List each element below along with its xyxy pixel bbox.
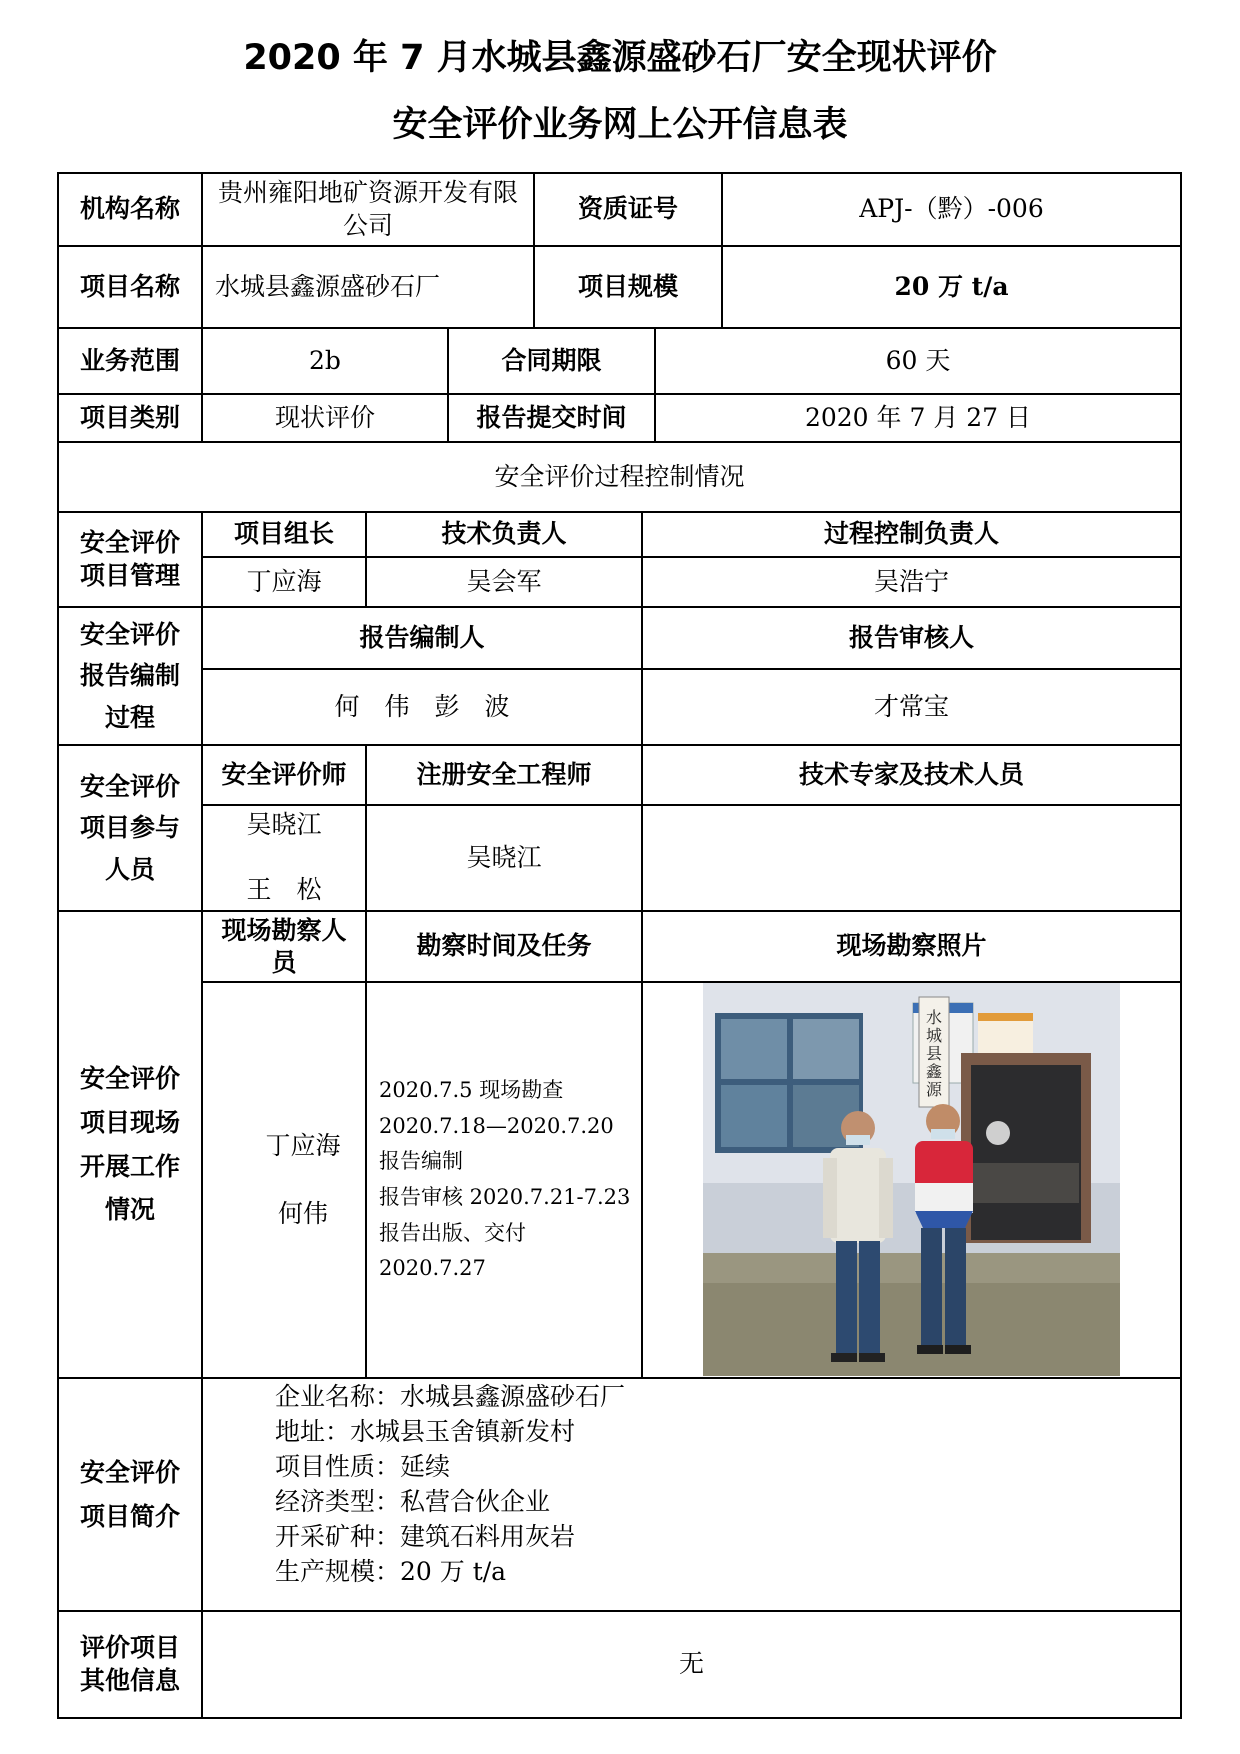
ctrl-label: 过程控制负责人 [823, 519, 999, 549]
leader-value: 丁应海 [246, 566, 322, 596]
authors-value: 何 伟 彭 波 [334, 691, 510, 721]
cert-label: 资质证号 [577, 194, 678, 224]
reviewer-value: 才常宝 [873, 691, 949, 721]
intro-lines: 企业名称：水城县鑫源盛砂石厂 地址：水城县玉舍镇新发村 项目性质：延续 经济类型：私营合伙企业 开采矿种：建筑石料用灰岩 生产规模：20 万 t/a [275, 1382, 626, 1586]
report-label: 安全评价 报告编制 过程 [79, 620, 180, 732]
author-label: 报告编制人 [359, 622, 485, 652]
org-value: 贵州雍阳地矿资源开发有限公司 [217, 178, 518, 240]
staff-label: 安全评价 项目参与 人员 [79, 772, 180, 884]
scale-value: 20 万 t/a [894, 271, 1009, 301]
contract-label: 合同期限 [501, 345, 602, 375]
field-label: 安全评价 项目现场 开展工作 情况 [79, 1064, 180, 1225]
title-line-2: 安全评价业务网上公开信息表 [392, 105, 848, 145]
submit-label: 报告提交时间 [476, 402, 627, 432]
scope-label: 业务范围 [79, 345, 180, 375]
photo-label: 现场勘察照片 [836, 931, 987, 961]
category-value: 现状评价 [274, 402, 375, 432]
other-label: 评价项目 其他信息 [79, 1633, 180, 1695]
svg-text:源: 源 [925, 1080, 943, 1099]
submit-value: 2020 年 7 月 27 日 [804, 402, 1032, 432]
cert-value: APJ-（黔）-006 [859, 194, 1044, 224]
intro-label: 安全评价 项目简介 [79, 1457, 180, 1531]
engineer-value: 吴晓江 [466, 842, 542, 872]
category-label: 项目类别 [79, 402, 180, 432]
svg-text:鑫: 鑫 [925, 1062, 943, 1081]
tasks-value: 2020.7.5 现场勘查 2020.7.18—2020.7.20 报告编制 报告审核 2020.7.21-7.23 报告出版、交付 2020.7.27 [379, 1077, 631, 1281]
title-line-1: 2020 年 7 月水城县鑫源盛砂石厂安全现状评价 [243, 38, 997, 78]
reviewer-label: 报告审核人 [848, 622, 974, 652]
project-value: 水城县鑫源盛砂石厂 [215, 271, 441, 301]
expert-label: 技术专家及技术人员 [798, 759, 1024, 789]
org-label: 机构名称 [79, 194, 180, 224]
experts-value [643, 806, 1180, 910]
ctrl-value: 吴浩宁 [873, 566, 949, 596]
mgmt-label: 安全评价 项目管理 [79, 528, 180, 590]
time-label: 勘察时间及任务 [416, 931, 592, 961]
scale-label: 项目规模 [577, 271, 678, 301]
tech-value: 吴会军 [466, 566, 542, 596]
evaluators-value: 吴晓江 王 松 [246, 810, 322, 905]
people-label: 现场勘察人员 [221, 916, 347, 977]
other-value: 无 [678, 1649, 704, 1679]
svg-text:县: 县 [925, 1044, 943, 1063]
tech-label: 技术负责人 [441, 519, 567, 549]
contract-value: 60 天 [885, 345, 951, 375]
project-label: 项目名称 [79, 271, 180, 301]
svg-text:水: 水 [925, 1008, 943, 1027]
evaluator-label: 安全评价师 [221, 759, 347, 789]
leader-label: 项目组长 [233, 519, 334, 549]
site-survey-photo [703, 983, 1120, 1376]
process-header: 安全评价过程控制情况 [494, 461, 745, 491]
engineer-label: 注册安全工程师 [416, 759, 592, 789]
people-value: 丁应海 何伟 [265, 1131, 341, 1228]
svg-text:城: 城 [925, 1026, 943, 1045]
scope-value: 2b [309, 345, 341, 375]
